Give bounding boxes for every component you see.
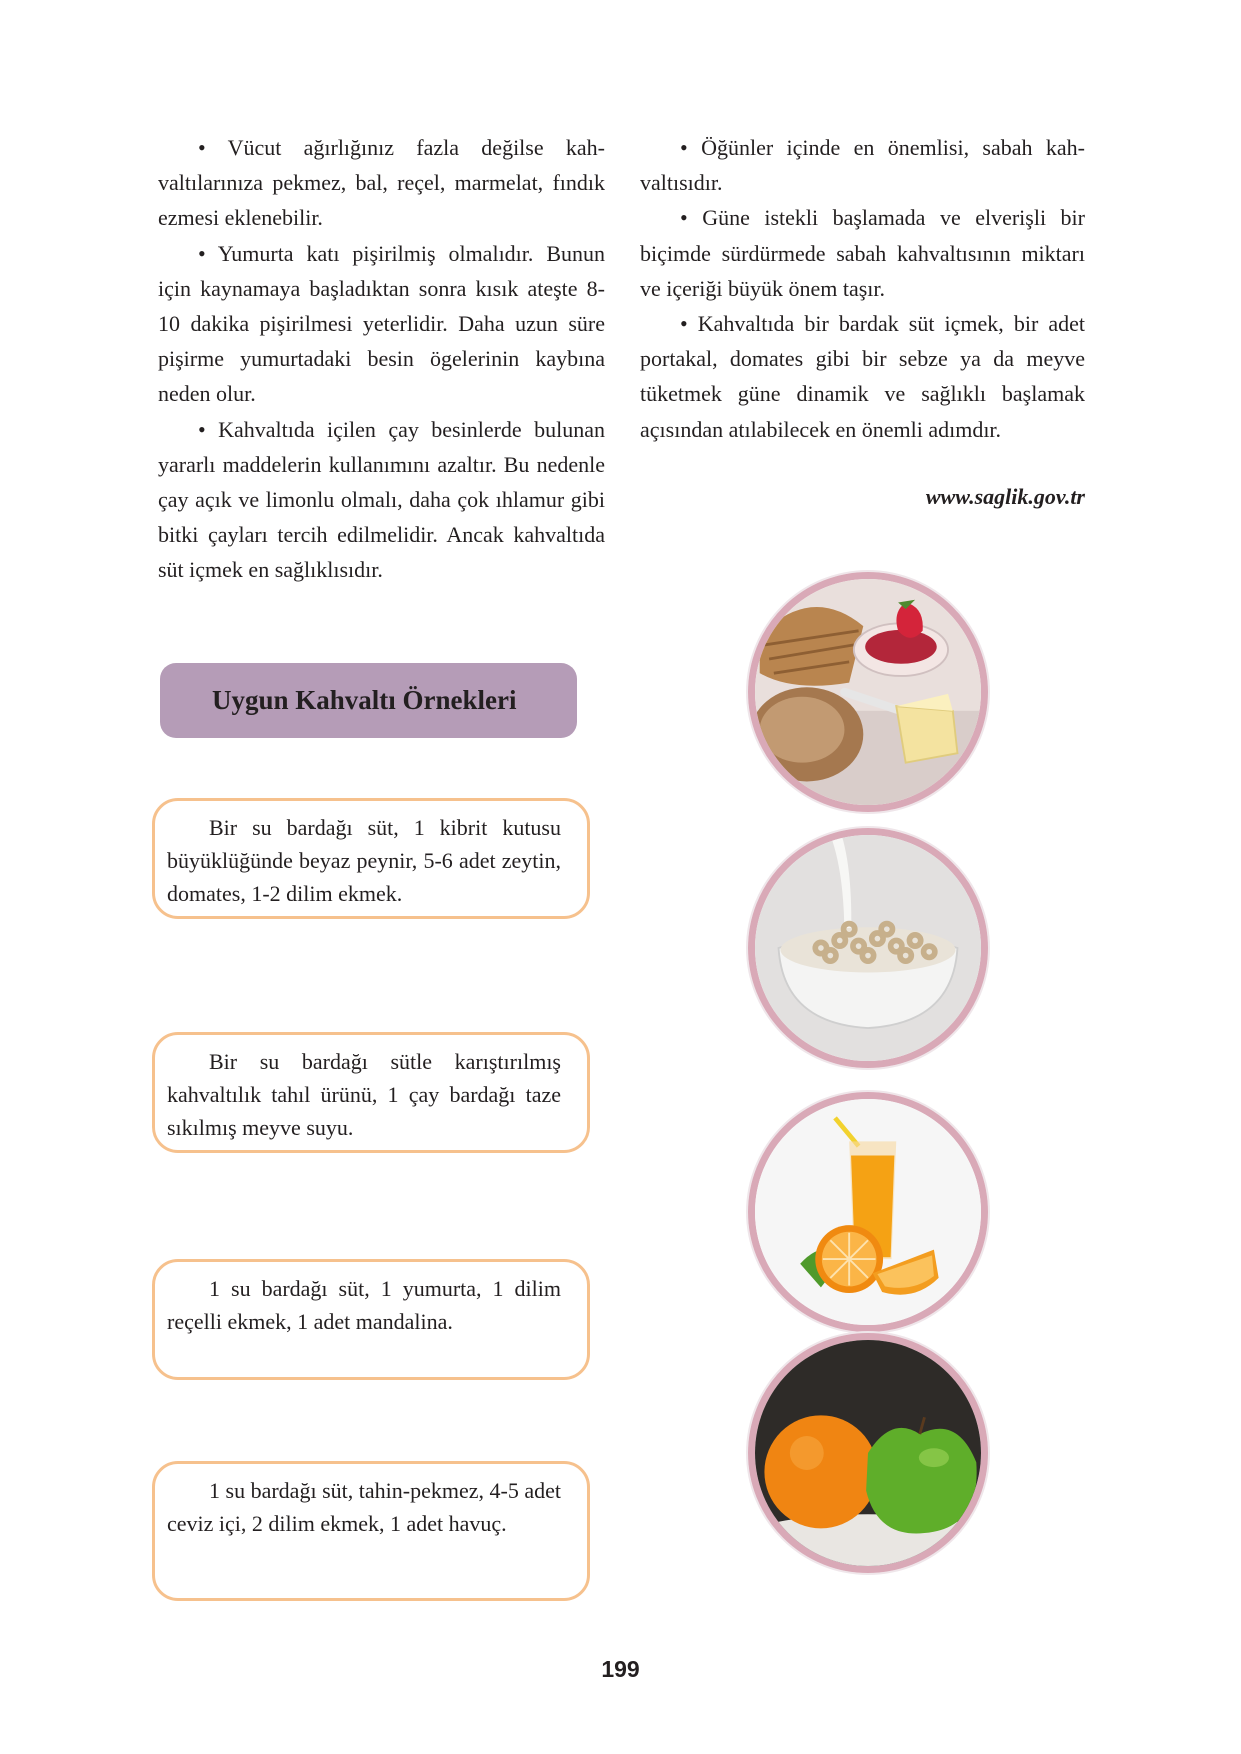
cereal-milk-illustration bbox=[755, 835, 981, 1061]
example-box-3 bbox=[152, 1259, 590, 1380]
example-text-4: 1 su bardağı süt, tahin-pekmez, 4-5 adet ceviz içi, 2 dilim ekmek, 1 adet havuç. bbox=[167, 1478, 561, 1536]
paragraph-egg: • Yumurta katı pişirilmiş olmalıdır. Bunun için kaynamaya başladıktan sonra kısık ateşte 8-10 dakika pişirilmesi yeterlidir. Daha uzun süre pişirme yumurtadaki besin ögelerinin kaybına neden olur. bbox=[158, 240, 605, 407]
paragraph-tea: • Kahvaltıda içilen çay besinlerde bulunan yararlı maddelerin kullanımını azaltır. Bu nedenle çay açık ve limonlu olmalı, daha çok ıhlamur gibi bitki çayları tercih edilmelidir. Ancak kahvaltıda süt içmek en sağlıklısıdır. bbox=[158, 416, 605, 583]
orange-apple-photo bbox=[748, 1333, 988, 1573]
paragraph-milk-fruit: • Kahvaltıda bir bardak süt içmek, bir adet portakal, domates gibi bir sebze ya da meyve tüketmek güne dinamik ve sağlıklı başlamak açısından atılabilecek en önemli adımdır. bbox=[640, 311, 1085, 442]
example-box-4 bbox=[152, 1461, 590, 1601]
cereal-milk-photo bbox=[748, 828, 988, 1068]
right-column bbox=[640, 130, 1085, 447]
section-heading-box bbox=[160, 663, 577, 738]
example-text-3: 1 su bardağı süt, 1 yumurta, 1 dilim reçelli ekmek, 1 adet mandalina. bbox=[167, 1276, 561, 1334]
section-heading: Uygun Kahvaltı Örnekleri bbox=[212, 685, 517, 715]
orange-juice-photo bbox=[748, 1092, 988, 1332]
page-number: 199 bbox=[601, 1656, 640, 1682]
orange-apple-illustration bbox=[755, 1340, 981, 1566]
example-text-2: Bir su bardağı sütle karıştırılmış kahvaltılık tahıl ürünü, 1 çay bardağı taze sıkılmış meyve suyu. bbox=[167, 1049, 561, 1140]
example-box-1 bbox=[152, 798, 590, 919]
paragraph-breakfast-importance: • Öğünler içinde en önemlisi, sabah kahvaltısıdır. bbox=[640, 135, 1085, 196]
orange-juice-illustration bbox=[755, 1099, 981, 1325]
example-box-2 bbox=[152, 1032, 590, 1153]
example-text-1: Bir su bardağı süt, 1 kibrit kutusu büyüklüğünde beyaz peynir, 5-6 adet zeytin, domates, 1-2 dilim ekmek. bbox=[167, 815, 561, 906]
paragraph-weight: • Vücut ağırlığınız fazla değilse kahvaltılarınıza pekmez, bal, reçel, marmelat, fındık ezmesi eklenebilir. bbox=[158, 135, 605, 231]
paragraph-day-start: • Güne istekli başlamada ve elverişli bir biçimde sürdürmede sabah kahvaltısının miktarı ve içeriği büyük önem taşır. bbox=[640, 205, 1085, 301]
source-citation: www.saglik.gov.tr bbox=[925, 484, 1085, 509]
bread-jam-butter-photo bbox=[748, 572, 988, 812]
bread-jam-butter-illustration bbox=[755, 579, 981, 805]
left-column bbox=[158, 130, 605, 588]
